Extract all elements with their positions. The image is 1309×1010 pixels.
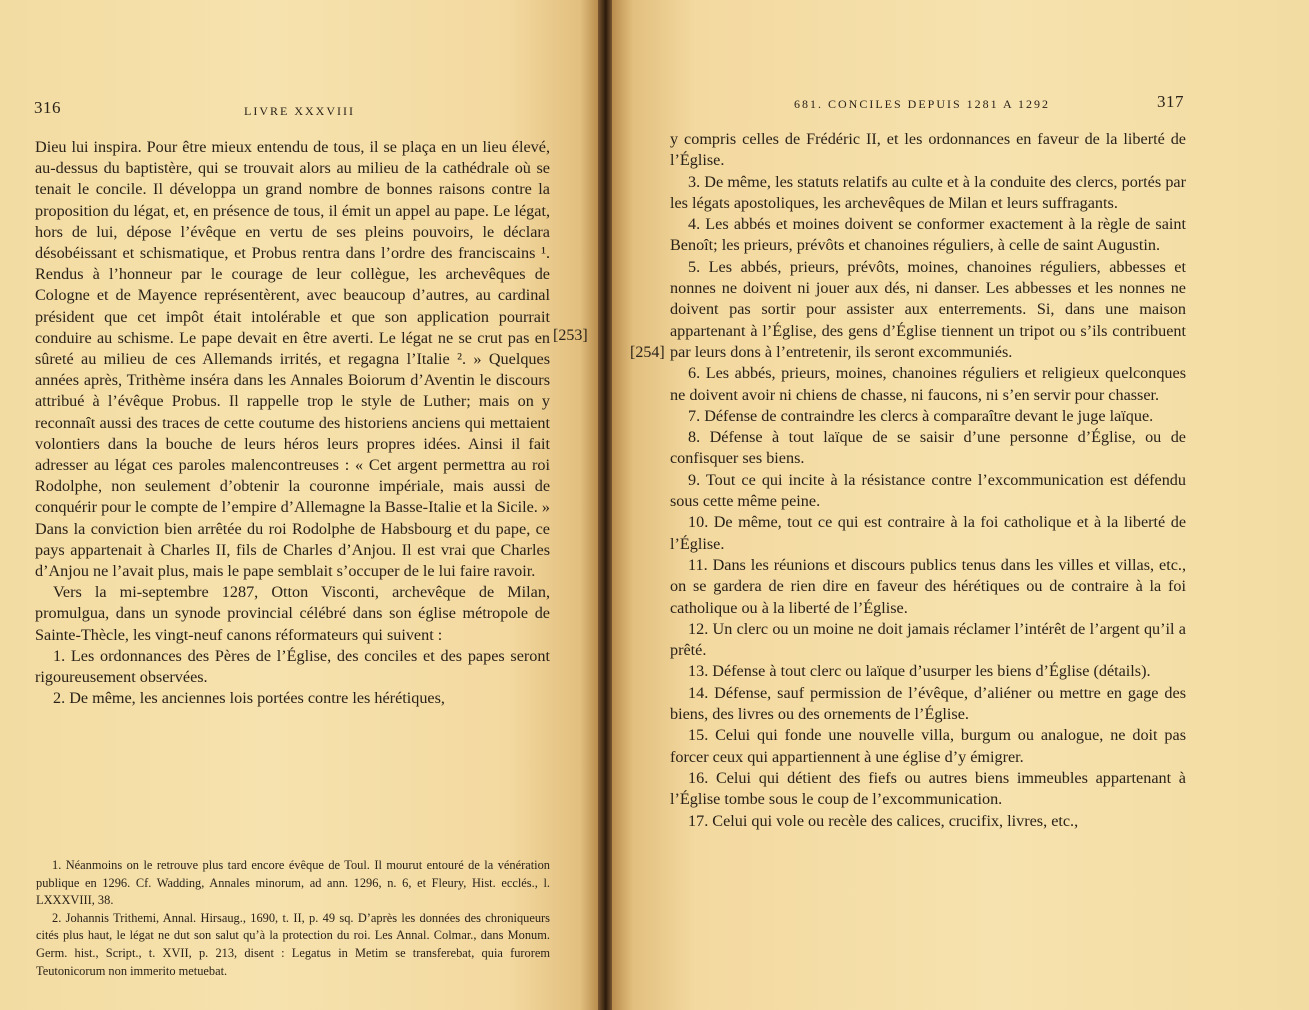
paragraph: 6. Les abbés, prieurs, moines, chanoines réguliers et religieux quelconques ne doivent avoir ni chiens de chasse, ni faucons, ni s’en servir pour chasser. [670,364,1186,404]
paragraph: 13. Défense à tout clerc ou laïque d’usurper les biens d’Église (détails). [688,662,1151,681]
paragraph: 2. De même, les anciennes lois portées contre les hérétiques, [53,689,445,708]
paragraph: Vers la mi-septembre 1287, Otton Visconti, archevêque de Milan, promulgua, dans un synode provincial célébré dans son église métropole de Sainte-Thècle, les vingt-neuf canons réformateurs qui suivent : [35,583,550,644]
paragraph: 9. Tout ce qui incite à la résistance contre l’excommunication est défendu sous cette même peine. [670,470,1186,511]
footnotes [36,857,550,980]
margin-page-marker: [254] [630,344,665,361]
paragraph: Dieu lui inspira. Pour être mieux entendu de tous, il se plaça en un lieu élevé, au-dessus du baptistère, qui se trouvait alors au milieu de la cathédrale où se tenait le concile. Il développa un grand nombre de bonnes raisons contre la proposition du légat, et, en présence de tous, il émit un appel au pape. Le légat, hors de lui, dépose l’évêque en vertu de ses pleins pouvoirs, le déclara désobéissant et schismatique, et Probus rentra dans l’ordre des franciscains ¹. Rendus à l’honneur par le courage de leur collègue, les archevêques de Cologne et de Mayence représentèrent, avec beaucoup d’autres, au cardinal président que cet impôt était intolérable et que son application pourrait conduire au schisme. Le pape devait en être averti. Le légat ne se crut pas en sûreté au milieu de ces Allemands irrités, et regagna l’Italie ². » Quelques années après, Trithème inséra dans les Annales Boiorum d’Aventin le discours attribué à l’évêque Probus. Il rappelle trop le style de Luther; mais on y reconnaît aussi des traces de cette coutume des historiens anciens qui mettaient volontiers dans la bouche de leurs héros leurs propres idées. Ainsi il fait adresser au légat ces paroles malencontreuses : « Cet argent permettra au roi Rodolphe, non seulement d’obtenir la couronne impériale, mais aussi de conquérir pour le compte de l’empire d’Allemagne la Basse-Italie et la Sicile. » Dans la conviction bien arrêtée du roi Rodolphe de Habsbourg et du pape, ce pays appartenait à Charles II, fils de Charles d’Anjou. Il est vrai que Charles d’Anjou ne l’avait plus, mais le pape semblait s’occuper de le lui faire ravoir. [35,138,550,581]
paragraph: 3. De même, les statuts relatifs au culte et à la conduite des clercs, portés par les légats apostoliques, les archevêques de Milan et leurs suffragants. [670,172,1186,212]
paragraph: 8. Défense à tout laïque de se saisir d’une personne d’Église, ou de confisquer ses biens. [670,428,1186,468]
running-head: 681. CONCILES DEPUIS 1281 A 1292 [794,97,1051,111]
running-head: LIVRE XXXVIII [244,104,355,118]
paragraph: 11. Dans les réunions et discours publics tenus dans les villes et villas, etc., on se gardera de rien dire en faveur des hérétiques ou de contraire à la foi catholique ou à la liberté de l’Église. [670,555,1186,617]
paragraph: 17. Celui qui vole ou recèle des calices, crucifix, livres, etc., [688,811,1079,830]
book-gutter [598,0,612,1010]
paragraph: 16. Celui qui détient des fiefs ou autres biens immeubles appartenant à l’Église tombe sous le coup de l’excommunication. [670,768,1186,809]
paragraph: y compris celles de Frédéric II, et les ordonnances en faveur de la liberté de l’Église. [670,130,1186,170]
left-page [0,0,598,1010]
paragraph: 14. Défense, sauf permission de l’évêque, d’aliéner ou mettre en gage des biens, des livres ou des ornements de l’Église. [670,683,1186,724]
right-page [612,0,1309,1010]
page-number: 317 [1157,92,1184,111]
footnote: 1. Néanmoins on le retrouve plus tard encore évêque de Toul. Il mourut entouré de la vénération publique en 1296. Cf. Wadding, Annales minorum, ad ann. 1296, n. 6, et Fleury, Hist. ecclés., l. LXXXVIII, 38. [36,858,550,908]
page-number: 316 [34,98,61,117]
right-body [670,129,1186,832]
paragraph: 5. Les abbés, prieurs, prévôts, moines, chanoines réguliers, abbesses et nonnes ne doivent ni jouer aux dés, ni danser. Les abbesses et les nonnes ne doivent pas sortir pour assister aux enterrements. Si, dans une maison appartenant à l’Église, des gens d’Église tiennent un tripot ou s’ils contribuent par leurs dons à l’entretenir, ils seront excommuniés. [670,257,1186,361]
paragraph: 1. Les ordonnances des Pères de l’Église, des conciles et des papes seront rigoureusement observées. [35,646,550,687]
paragraph: 10. De même, tout ce qui est contraire à la foi catholique et à la liberté de l’Église. [670,513,1186,553]
footnote: 2. Johannis Trithemi, Annal. Hirsaug., 1690, t. II, p. 49 sq. D’après les données des chroniqueurs cités plus haut, le légat ne dut son salut qu’à la protection du roi. Les Annal. Colmar., dans Monum. Germ. hist., Script., t. XVII, p. 213, disent : Legatus in Metim se transferebat, quia furorem Teutonicorum non immerito metuebat. [36,910,550,978]
paragraph: 4. Les abbés et moines doivent se conformer exactement à la règle de saint Benoît; les prieurs, prévôts et chanoines réguliers, à celle de saint Augustin. [670,215,1186,255]
left-body [35,137,550,709]
paragraph: 7. Défense de contraindre les clercs à comparaître devant le juge laïque. [688,406,1154,425]
paragraph: 15. Celui qui fonde une nouvelle villa, burgum ou analogue, ne doit pas forcer ceux qui appartiennent à une église d’y émigrer. [670,726,1186,766]
margin-page-marker: [253] [553,327,588,344]
paragraph: 12. Un clerc ou un moine ne doit jamais réclamer l’intérêt de l’argent qu’il a prêté. [670,619,1186,660]
